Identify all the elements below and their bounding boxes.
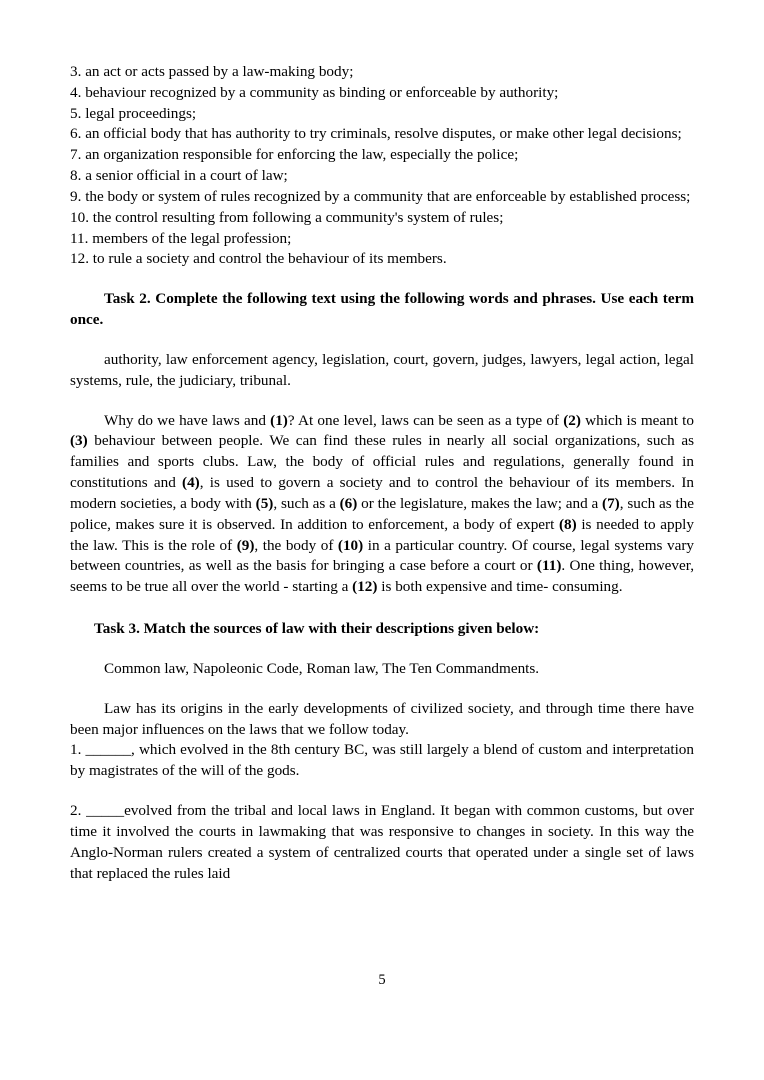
list-item: 3. an act or acts passed by a law-making body;	[70, 63, 354, 80]
task-3-item-2: 2. _____evolved from the tribal and local laws in England. It began with common customs, but over time it involved the courts in lawmaking that was responsive to changes in society. In this way the Anglo-Norman rulers created a system of centralized courts that operated under a single set of laws that replaced the rules laid	[70, 802, 694, 882]
list-item: 6. an official body that has authority to try criminals, resolve disputes, or make other legal decisions;	[70, 125, 682, 143]
task-3-sources: Common law, Napoleonic Code, Roman law, The Ten Commandments.	[104, 659, 540, 677]
task-2-word-bank: authority, law enforcement agency, legislation, court, govern, judges, lawyers, legal action, legal systems, rule, the judiciary, tribunal.	[70, 350, 694, 389]
task-3-heading: Task 3. Match the sources of law with their descriptions given below:	[94, 620, 540, 638]
page-content	[70, 62, 694, 884]
list-item: 4. behaviour recognized by a community as binding or enforceable by authority;	[70, 83, 559, 101]
task-3-intro: Law has its origins in the early developments of civilized society, and through time there have been major influences on the laws that we follow today.	[70, 699, 694, 738]
list-item: 10. the control resulting from following a community's system of rules;	[70, 208, 504, 226]
list-item: 12. to rule a society and control the behaviour of its members.	[70, 250, 447, 268]
task-2-heading: Task 2. Complete the following text using the following words and phrases. Use each term once.	[70, 290, 694, 329]
list-item: 8. a senior official in a court of law;	[70, 167, 288, 185]
list-item: 9. the body or system of rules recognized by a community that are enforceable by established process;	[70, 187, 691, 205]
definitions-list	[70, 62, 694, 270]
list-item: 7. an organization responsible for enforcing the law, especially the police;	[70, 146, 519, 164]
list-item: 11. members of the legal profession;	[70, 229, 292, 247]
task-2-cloze-text: Why do we have laws and (1)? At one level, laws can be seen as a type of (2) which is meant to (3) behaviour between people. We can find these rules in nearly all social organizations, such as families and sports clubs. Law, the body of official rules and regulations, generally found in constitutions and (4), is used to govern a society and to control the behaviour of its members. In modern societies, a body with (5), such as a (6) or the legislature, makes the law; and a (7), such as the police, makes sure it is observed. In addition to enforcement, a body of expert (8) is needed to apply the law. This is the role of (9), the body of (10) in a particular country. Of course, legal systems vary between countries, as well as the basis for bringing a case before a court or (11). One thing, however, seems to be true all over the world - starting a (12) is both expensive and time- consuming.	[70, 411, 695, 596]
page-number: 5	[378, 972, 386, 988]
list-item: 5. legal proceedings;	[70, 104, 197, 122]
task-3-item-1: 1. ______, which evolved in the 8th century BC, was still largely a blend of custom and interpretation by magistrates of the will of the gods.	[70, 741, 694, 780]
